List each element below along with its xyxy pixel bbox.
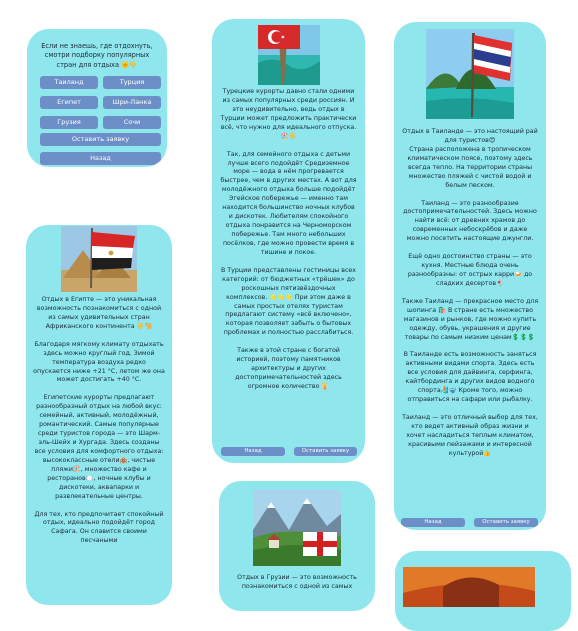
thailand-order-button[interactable]: Оставить заявку [474, 518, 538, 527]
sochi-button[interactable]: Сочи [103, 116, 161, 129]
thailand-card [394, 22, 546, 530]
turkey-button[interactable]: Турция [103, 76, 161, 89]
egypt-image [61, 226, 137, 292]
georgia-card [219, 481, 375, 611]
turkey-text: Турецкие курорты давно стали одними из самых популярных среди россиян. И это неудивительно, ведь отдых в Турции может предложить практически всё, что нужно для идеального отпуска. 🏖️☀️ Так, для семейного отдыха с детьми лучше всего подойдёт Средиземное море — вода в нём прогревается быстрее, чем в других местах. А вот для молодёжного отдыха больше подойдёт Эгейское побережье — именно там находится большинство ночных клубов и дискотек. Любителям спокойного отдыха понравится на Черноморском побережье. Там много небольших посёлков, где можно провести время в тишине и покое. В Турции представлены гостиницы всех категорий: от бюджетных «трёшек» до роскошных пятизвёздочных комплексов. ⭐⭐⭐ При этом даже в самых простых отелях туристам предлагают систему «всё включено», которая позволяет забыть о бытовых проблемах и полностью расслабиться. Также в этой стране с богатой историей, поэтому памятников архитектуры и других достопримечательностей здесь огромное количество 🕌 [220, 88, 357, 390]
turkey-order-button[interactable]: Оставить заявку [294, 447, 357, 456]
menu-intro-text: Если не знаешь, где отдохнуть, смотри подборку популярных стран для отдыха 🌞👇 [41, 42, 153, 69]
georgia-image [253, 490, 341, 566]
turkey-image [258, 25, 320, 85]
georgia-text: Отдых в Грузии — это возможность познакомиться с одной из самых [237, 574, 357, 590]
georgia-button[interactable]: Грузия [40, 116, 98, 129]
egypt-card [26, 225, 172, 605]
turkey-back-button[interactable]: Назад [221, 447, 285, 456]
menu-card [27, 29, 167, 167]
thailand-image [426, 29, 514, 119]
egypt-button[interactable]: Египет [40, 96, 98, 109]
back-button[interactable]: Назад [40, 152, 161, 165]
next-country-image [403, 567, 535, 607]
sri-lanka-button[interactable]: Шри-Ланка [103, 96, 161, 109]
next-country-card [395, 551, 571, 631]
turkey-card [212, 19, 365, 463]
thailand-back-button[interactable]: Назад [401, 518, 465, 527]
order-button[interactable]: Оставить заявку [40, 133, 161, 146]
thailand-text: Отдых в Таиланде — это настоящий рай для туристов😍 Страна расположена в тропическом климатическом поясе, поэтому здесь всегда тепло. На территории страны множество пляжей с чистой водой и белым песком. Таиланд — это разнообразие достопримечательностей. Здесь можно найти всё: от древних храмов до современных небоскрёбов и даже можно посетить настоящие джунгли. Ещё одно достоинство страны — это кухня. Местные блюда очень разнообразны: от острых карри🍛 до сладких десертов🍨 Также Таиланд — прекрасное место для шопинга 🛍️ В стране есть множество магазинов и рынков, где можно купить одежду, обувь, украшения и другие товары по самым низким ценам💲💲💲 В Таиланде есть возможность заняться активными видами спорта. Здесь есть все условия для дайвинга, серфинга, кайтбординга и других видов водного спорта🏄🤿 Кроме того, можно отправиться на сафари или рыбалку. Таиланд — это отличный выбор для тех, кто ведет активный образ жизни и хочет насладиться теплым климатом, красивыми пейзажами и интересной культурой👍 [401, 128, 539, 457]
egypt-text: Отдых в Египте — это уникальная возможность познакомиться с одной из самых удивительных стран Африканского континента ☀️🐪 Благодаря мягкому климату отдыхать здесь можно круглый год. Зимой температура воздуха редко опускается ниже +21 °C, летом же она может достигать +40 °C. Египетские курорты предлагают разнообразный отдых на любой вкус: семейный, активный, молодёжный, романтический. Самые популярные среди туристов города — это Шарм-эль-Шейх и Хургада. Здесь созданы все условия для комфортного отдыха: высококлассные отели🏨, чистые пляжи🏖️, множество кафе и ресторанов🍽️, ночные клубы и дискотеки, аквапарки и развлекательные центры. Для тех, кто предпочитает спокойный отдых, идеально подойдёт город Сафага. Он славится своими песчаными [33, 296, 165, 545]
thailand-button[interactable]: Таиланд [40, 76, 98, 89]
